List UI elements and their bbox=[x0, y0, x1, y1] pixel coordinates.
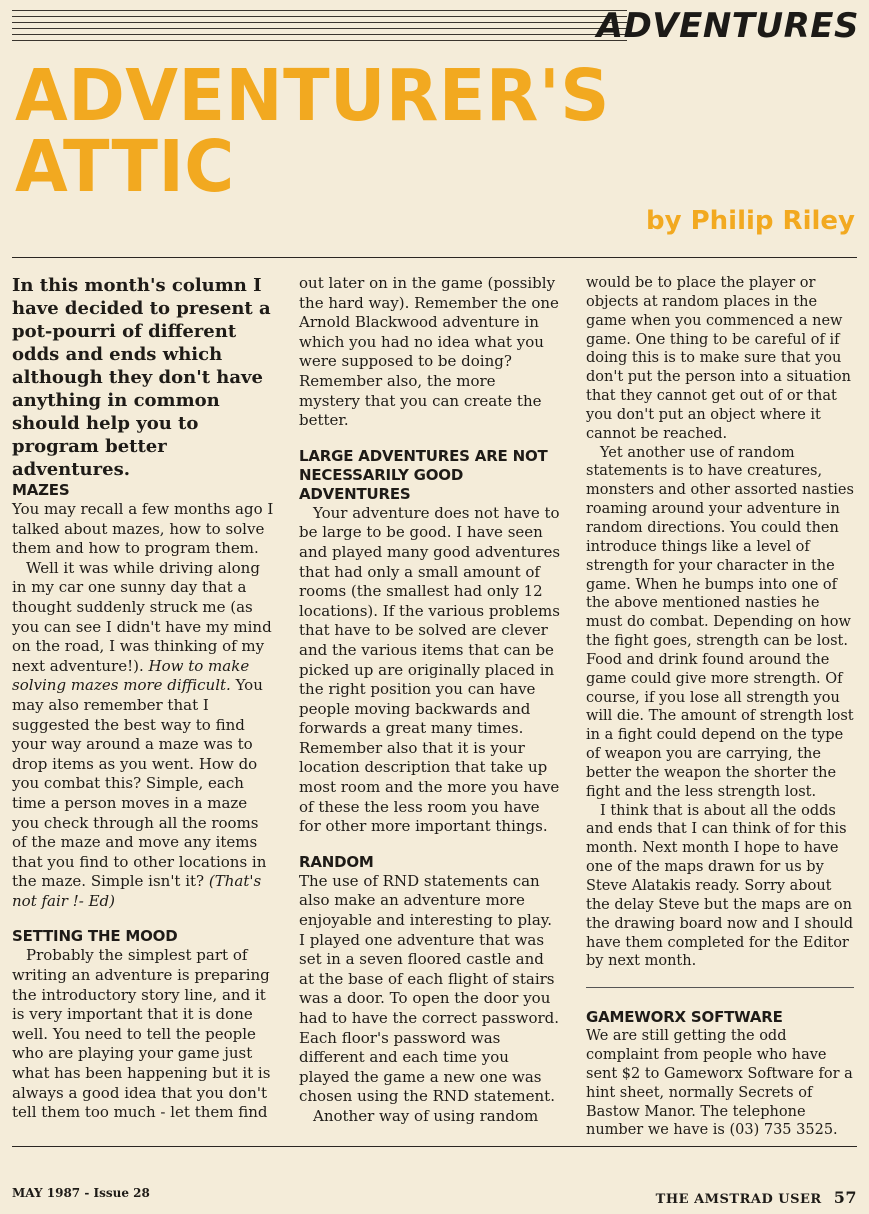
section-label: ADVENTURES bbox=[596, 6, 859, 46]
heading-random: RANDOM bbox=[299, 852, 374, 871]
random-paragraph-4: I think that is about all the odds and ends that I can think of for this month. Next month I hope to have one of the maps drawn for us by Steve Alatakis ready. Sorry about the delay Steve but the maps are on the drawing board now and I should have them completed for the Editor by next month. bbox=[586, 802, 854, 970]
byline: by Philip Riley bbox=[645, 206, 855, 236]
spacer bbox=[299, 837, 561, 853]
mazes-italic: How to make solving mazes more difficult. bbox=[12, 656, 250, 695]
header-rules bbox=[12, 10, 627, 46]
column-1 bbox=[12, 274, 274, 1123]
random-paragraph-2: Another way of using random bbox=[313, 1106, 539, 1125]
magazine-name: THE AMSTRAD USER bbox=[655, 1192, 822, 1207]
random-paragraph-2-continued: would be to place the player or objects at random places in the game when you commenced a new game. One thing to be careful of if doing this is to make sure that you don't put the person into a situation that they cannot get out of or that you don't put an object where it cannot be reached. bbox=[586, 275, 851, 442]
footer-right bbox=[656, 1188, 857, 1207]
intro-paragraph: In this month's column I have decided to present a pot-pourri of different odds and ends which although they don't have anything in common should help you to program better adventures. bbox=[12, 275, 271, 480]
mazes-text-b: You may also remember that I suggested the best way to find your way around a maze was to drop items as you went. How do you combat this? Simple, each time a person moves in a maze you check through all the rooms of the maze and move any items that you find to other locations in the maze. Simple isn't it? bbox=[12, 676, 267, 891]
column-divider bbox=[586, 987, 854, 988]
large-paragraph: Your adventure does not have to be large to be good. I have seen and played many good adventures that had only a small amount of rooms (the smallest had only 12 locations). If the various problems that have to be solved are clever and the various items that can be picked up are originally placed in the right position you can have people moving backwards and forwards a great many times. Remember also that it is your location description that take up most room and the more you have of these the less room you have for other more important things. bbox=[299, 503, 561, 836]
spacer bbox=[299, 431, 561, 447]
mood-paragraph: Probably the simplest part of writing an adventure is preparing the introductory story line, and it is very important that it is done well. You need to tell the people who are playing your game just what has been happening but it is always a good idea that you don't tell them too much - let them find bbox=[12, 946, 271, 1122]
heading-large-adventures: LARGE ADVENTURES ARE NOT NECESSARILY GOOD ADVENTURES bbox=[299, 446, 548, 503]
issue-info: MAY 1987 - Issue 28 bbox=[12, 1186, 150, 1200]
column-2 bbox=[299, 274, 561, 1127]
heading-mazes: MAZES bbox=[12, 481, 70, 499]
article-title: ADVENTURER'S ATTIC bbox=[15, 54, 610, 208]
mood-paragraph-continued: out later on in the game (possibly the hard way). Remember the one Arnold Blackwood adventure in which you had no idea what you were supposed to be doing? Remember also, the more mystery that you can create the better. bbox=[299, 274, 559, 430]
mazes-paragraph-2 bbox=[12, 559, 274, 912]
random-paragraph-3: Yet another use of random statements is to have creatures, monsters and other assorted nasties roaming around your adventure in random directions. You could then introduce things like a level of strength for your character in the game. When he bumps into one of the above mentioned nasties he must do combat. Depending on how the fight goes, strength can be lost. Food and drink found around the game could give more strength. Of course, if you lose all strength you will die. The amount of strength lost in a fight could depend on the type of weapon you are carrying, the better the weapon the shorter the fight and the less strength lost. bbox=[586, 444, 854, 800]
random-paragraph-1: The use of RND statements can also make an adventure more enjoyable and interesting to play. I played one adventure that was set in a seven floored castle and at the base of each flight of stairs was a door. To open the door you had to have the correct password. Each floor's password was different and each time you played the game a new one was chosen using the RND statement. bbox=[299, 871, 560, 1106]
heading-setting-the-mood: SETTING THE MOOD bbox=[12, 927, 178, 946]
heading-gameworx: GAMEWORX SOFTWARE bbox=[586, 1008, 783, 1027]
gameworx-paragraph: We are still getting the odd complaint from people who have sent $2 to Gameworx Software for a hint sheet, normally Secrets of Bastow Manor. The telephone number we have is (03) 735 3525. bbox=[586, 1028, 853, 1139]
bottom-divider bbox=[12, 1146, 857, 1147]
mazes-paragraph-1: You may recall a few months ago I talked about mazes, how to solve them and how to program them. bbox=[12, 500, 274, 558]
column-3 bbox=[586, 274, 854, 1140]
page-number: 57 bbox=[833, 1188, 857, 1207]
mazes-text-a: Well it was while driving along in my car one sunny day that a thought suddenly struck me (as you can see I didn't have my mind on the road, I was thinking of my next adventure!). bbox=[12, 558, 272, 675]
top-divider bbox=[12, 257, 857, 258]
editor-note: (That's not fair !- Ed) bbox=[12, 872, 262, 910]
